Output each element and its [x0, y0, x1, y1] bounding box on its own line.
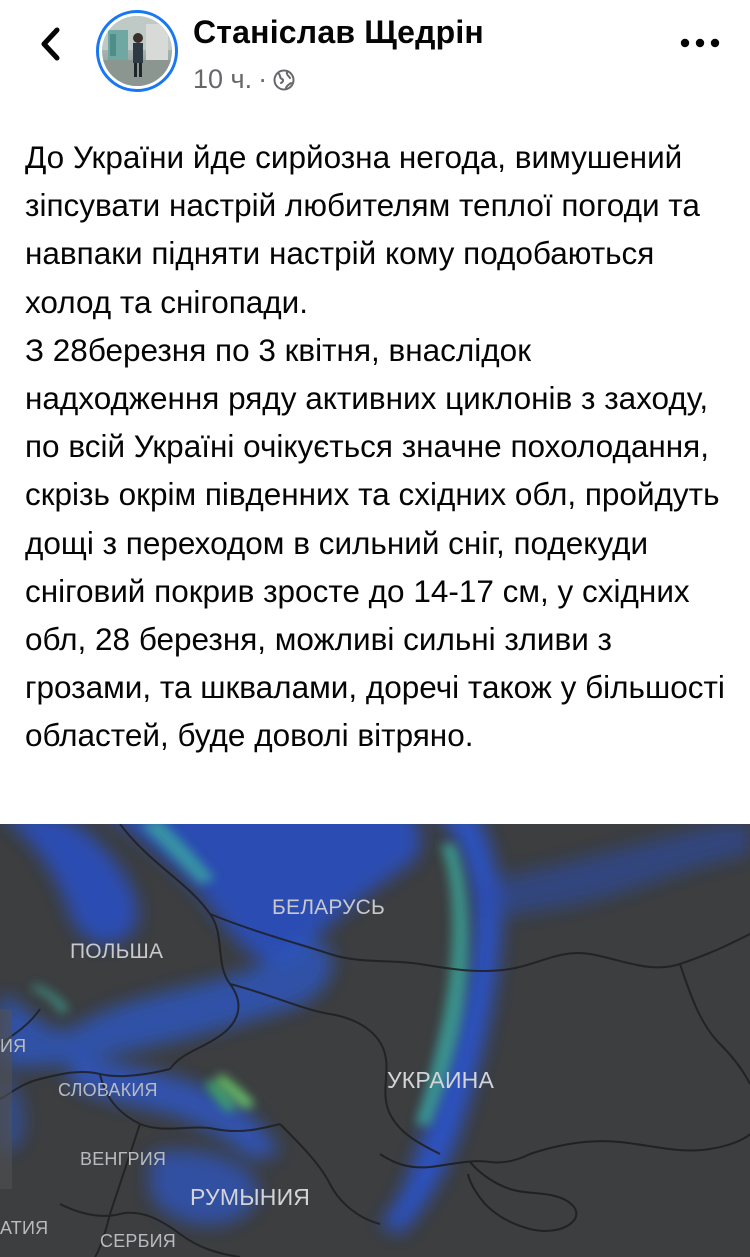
map-label-hungary: ВЕНГРИЯ — [80, 1149, 167, 1169]
post-header — [0, 0, 750, 110]
map-label-romania: РУМЫНИЯ — [190, 1184, 311, 1210]
meta-separator: · — [258, 64, 268, 94]
more-horizontal-icon — [680, 38, 720, 48]
post-time[interactable]: 10 ч. — [193, 64, 253, 94]
back-button[interactable] — [28, 22, 72, 66]
globe-icon — [273, 69, 295, 91]
more-options-button[interactable] — [678, 28, 722, 58]
post-paragraph: З 28березня по 3 квітня, внаслідок надходження ряду активних циклонів з заходу, по всій Україні очікується значне похолодання, скрізь окрім південних та східних обл, пройдуть дощі з переходом в сильний сніг, подекуди сніговий покрив зросте до 14-17 см, у східних обл, 28 березня, можливі сильні зливи з грозами, та шквалами, доречі також у більшості областей, буде доволі вітряно. — [25, 331, 725, 754]
map-label-serbia: СЕРБИЯ — [100, 1231, 176, 1251]
chevron-left-icon — [38, 26, 62, 62]
author-name[interactable]: Станіслав Щедрін — [193, 14, 484, 50]
map-label-belarus: БЕЛАРУСЬ — [272, 896, 386, 919]
map-label-poland: ПОЛЬША — [70, 940, 164, 963]
avatar[interactable] — [96, 10, 178, 92]
map-label-croatia-cut: АТИЯ — [0, 1218, 49, 1238]
map-label-slovakia: СЛОВАКИЯ — [58, 1080, 158, 1100]
post-text — [25, 133, 730, 760]
map-label-ukraine: УКРАИНА — [387, 1067, 495, 1093]
avatar-image — [102, 16, 172, 86]
post-paragraph: До України йде сирйозна негода, вимушений зіпсувати настрій любителям теплої погоди та навпаки підняти настрій кому подобаються холод та снігопади. — [25, 139, 700, 320]
precipitation-map — [0, 824, 750, 1257]
post-meta — [193, 64, 295, 95]
map-label-edge-cut: ИЯ — [0, 1036, 27, 1056]
weather-map-image[interactable] — [0, 824, 750, 1257]
